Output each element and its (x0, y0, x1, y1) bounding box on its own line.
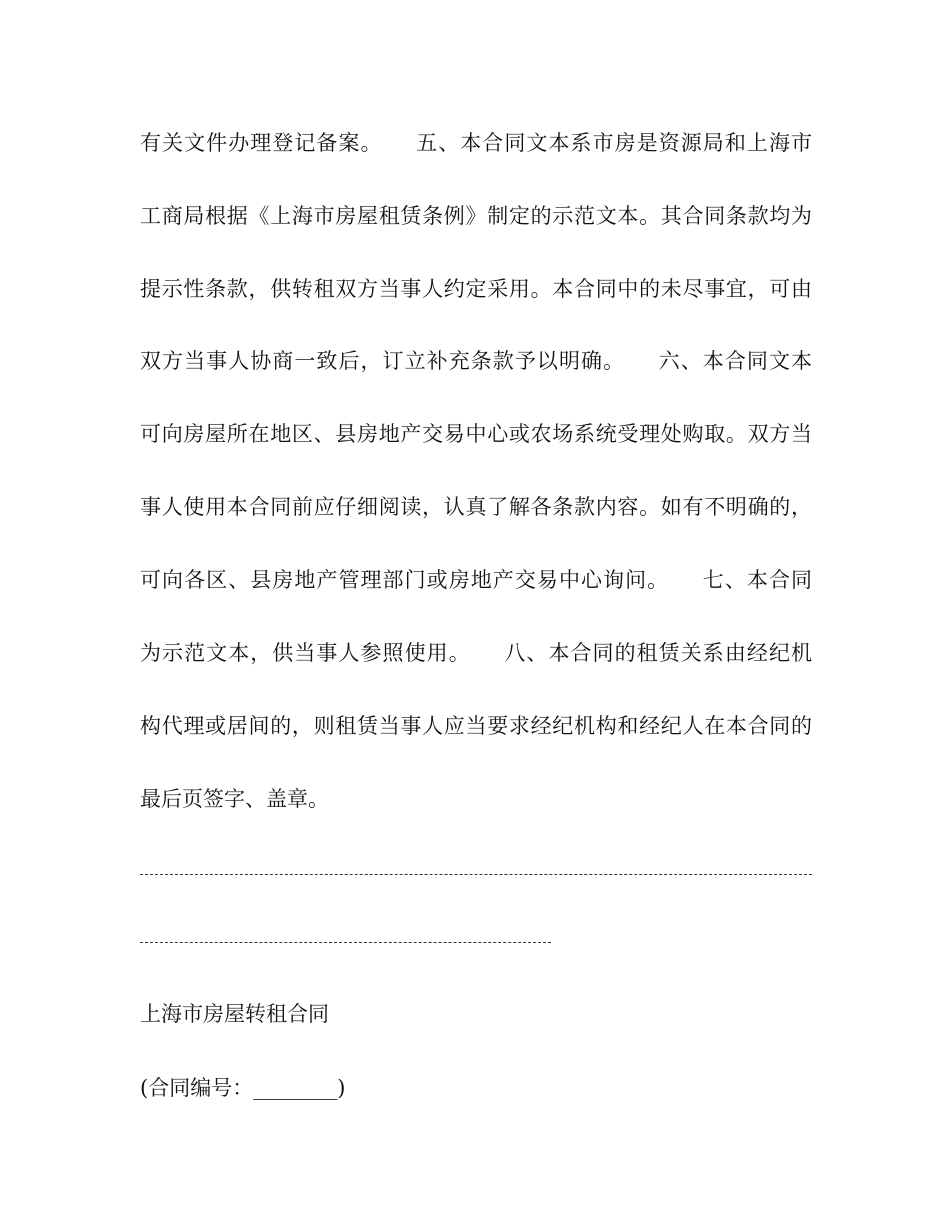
body-line-8: 为示范文本，供当事人参照使用。 八、本合同的租赁关系由经纪机 (140, 641, 812, 665)
body-line-9: 构代理或居间的，则租赁当事人应当要求经纪机构和经纪人在本合同的 (140, 714, 812, 738)
body-line-3: 提示性条款，供转租双方当事人约定采用。本合同中的未尽事宜，可由 (140, 277, 812, 301)
contract-number-label: (合同编号：________) (140, 1076, 346, 1100)
separator-line-2 (140, 942, 551, 943)
contract-title: 上海市房屋转租合同 (140, 1002, 329, 1026)
body-line-5: 可向房屋所在地区、县房地产交易中心或农场系统受理处购取。双方当 (140, 422, 812, 446)
body-line-4: 双方当事人协商一致后，订立补充条款予以明确。 六、本合同文本 (140, 349, 812, 373)
body-line-6: 事人使用本合同前应仔细阅读，认真了解各条款内容。如有不明确的， (140, 495, 812, 519)
body-line-7: 可向各区、县房地产管理部门或房地产交易中心询问。 七、本合同 (140, 568, 812, 592)
body-line-1: 有关文件办理登记备案。 五、本合同文本系市房是资源局和上海市 (140, 131, 812, 155)
separator-line-1 (140, 874, 812, 875)
body-line-10: 最后页签字、盖章。 (140, 787, 329, 811)
body-line-2: 工商局根据《上海市房屋租赁条例》制定的示范文本。其合同条款均为 (140, 204, 812, 228)
